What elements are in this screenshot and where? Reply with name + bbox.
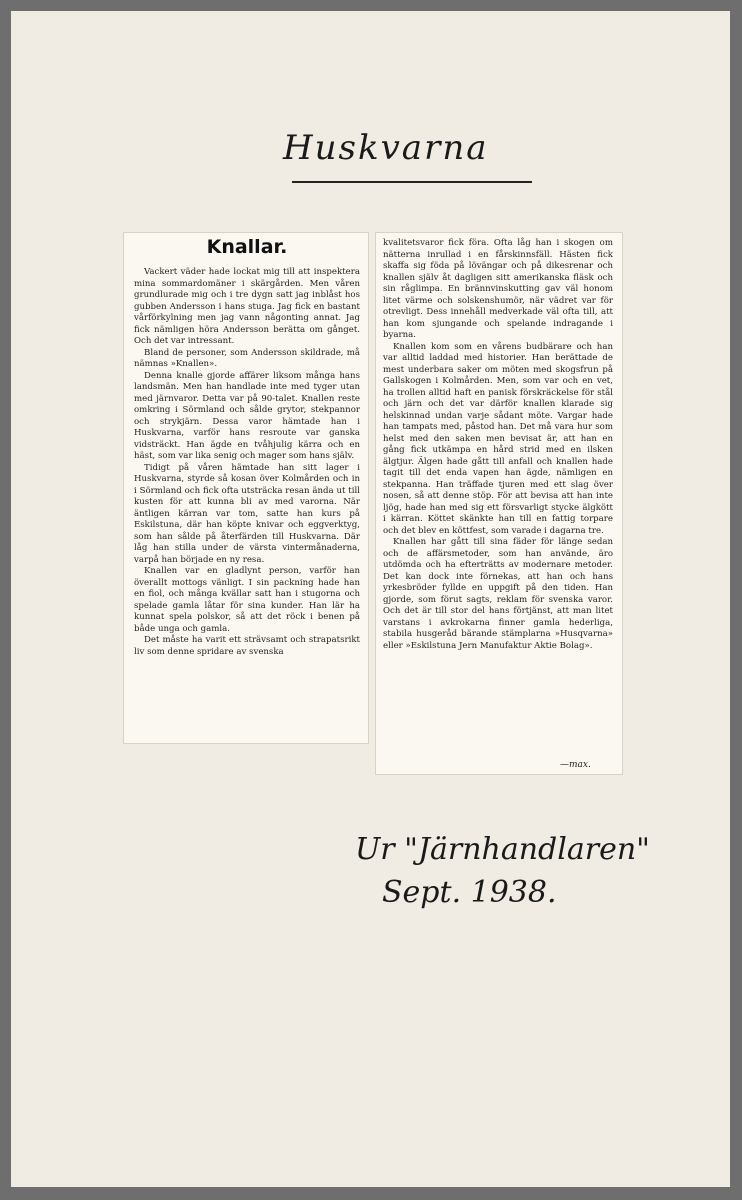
title-underline	[292, 181, 532, 183]
article-right-column	[383, 238, 613, 652]
article-paragraph: Knallen har gått till sina fäder för länge sedan och de affärsmetoder, som han använde, äro utdömda och ha efterträtts av modernare metoder. Det kan dock inte förnekas, att han och hans yrkesbröder fyllde en uppgift på den tiden. Han gjorde, som förut sagts, reklam för svenska varor. Och det är till stor del hans förtjänst, att man litet varstans i avkrokarna finner gamla hederliga, stabila husgeråd bärande stämplarna »Husqvarna» eller »Eskilstuna Jern Manufaktur Aktie Bolag».	[383, 537, 613, 651]
article-paragraph: Det måste ha varit ett strävsamt och strapatsrikt liv som denne spridare av svenska	[134, 635, 360, 657]
article-paragraph: Knallen var en gladlynt person, varför han överallt mottogs vänligt. I sin packning hade han en fiol, och många kvällar satt han i stugorna och spelade gamla låtar för sina kunder. Han lär ha kunnat spela polskor, så att det röck i benen på både unga och gamla.	[134, 566, 360, 634]
article-paragraph: Vackert väder hade lockat mig till att inspektera mina sommardomäner i skärgården. Men våren grundlurade mig och i tre dygn satt jag inblåst hos gubben Andersson i hans stuga. Jag fick en bastant vårförkylning men jag vann någonting annat. Jag fick nämligen höra Andersson berätta om gånget. Och det var intressant.	[134, 267, 360, 346]
article-headline: Knallar.	[206, 236, 288, 258]
article-paragraph: Bland de personer, som Andersson skildrade, må nämnas »Knallen».	[134, 347, 360, 369]
article-signature: —max.	[560, 760, 591, 770]
article-paragraph: Denna knalle gjorde affärer liksom många hans landsmän. Men han handlade inte med tyger utan med järnvaror. Detta var på 90-talet. Knallen reste omkring i Sörmland och sålde grytor, stekpannor och strykjärn. Dessa varor hämtade han i Huskvarna, varför hans resroute var ganska vidsträckt. Han ägde en tvåhjulig kärra och en häst, som var lika senig och mager som hans själv.	[134, 370, 360, 461]
article-paragraph: Knallen kom som en vårens budbärare och han var alltid laddad med historier. Han berättade de mest underbara saker om möten med skogsfrun på Gallskogen i Kolmården. Men, som var och en vet, ha trollen alltid haft en panisk förskräckelse för stål och järn och det var därför knallen klarade sig helskinnad undan varje sådant möte. Vargar hade han tampats med, påstod han. Det må vara hur som helst med den saken men bevisat är, att han en gång fick utkämpa en hård strid med en ilsken älgtjur. Älgen hade gått till anfall och knallen hade tagit till det enda vapen han ägde, nämligen en stekpanna. Han träffade tjuren med ett slag över nosen, så att denne stöp. För att bevisa att han inte ljög, hade han med sig ett försvarligt stycke älgkött i kärran. Köttet skänkte han till en fattig torpare och det blev en köttfest, som varade i dagarna tre.	[383, 341, 613, 536]
article-paragraph: Tidigt på våren hämtade han sitt lager i Huskvarna, styrde så kosan över Kolmården och in i Sörmland och fick ofta utsträcka resan ända ut till kusten för att kunna bli av med varorna. När äntligen kärran var tom, satte han kurs på Eskilstuna, där han köpte knivar och eggverktyg, som han sålde på återfärden till Huskvarna. Där låg han stilla under de värsta vintermånaderna, varpå han började en ny resa.	[134, 462, 360, 565]
handwritten-title: Huskvarna	[283, 128, 489, 168]
handwritten-date: Sept. 1938.	[382, 875, 557, 910]
handwritten-source: Ur "Järnhandlaren"	[355, 832, 650, 867]
article-paragraph: kvalitetsvaror fick föra. Ofta låg han i skogen om nätterna inrullad i en fårskinnsfäll. Hästen fick skaffa sig föda på lövängar och på dikesrenar och knallen själv åt dagligen sitt amerikanska fläsk och sin råglimpa. En brännvinskutting gav väl honom litet värme och solskenshumör, när vädret var för otrevligt. Dess innehåll medverkade väl ofta till, att han kom sjungande och spelande indragande i byarna.	[383, 238, 613, 340]
article-left-column	[134, 267, 360, 658]
